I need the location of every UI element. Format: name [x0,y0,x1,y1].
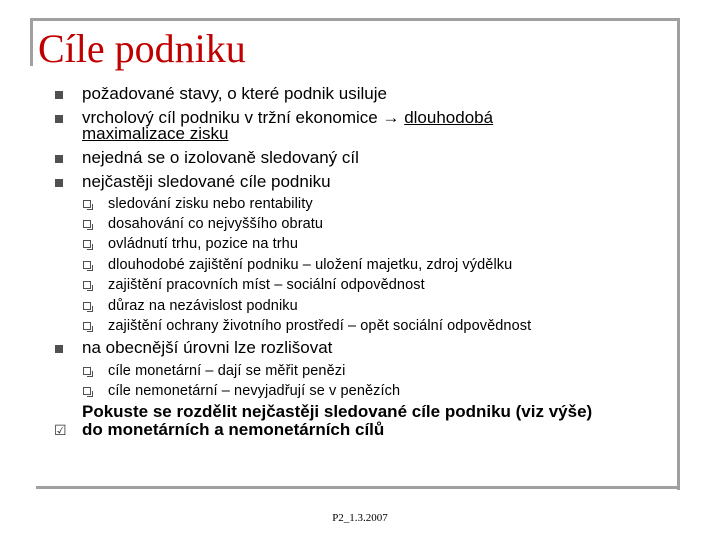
slide-frame-left [30,18,33,66]
checkbox-checked-icon: ☑ [54,422,67,438]
bullet-most-common-goals: nejčastěji sledované cíle podniku [82,172,331,191]
hollow-square-bullet-icon [83,281,91,289]
bullet-desired-states: požadované stavy, o které podnik usiluje [82,84,387,103]
hollow-square-bullet-icon [83,240,91,248]
goal-type-item: cíle nemonetární – nevyjadřují se v penězích [108,383,401,399]
goal-item: sledování zisku nebo rentability [108,196,313,212]
square-bullet-icon [55,115,63,123]
slide-frame-top [30,18,680,21]
hollow-square-bullet-icon [83,261,91,269]
footer-divider [36,486,680,489]
slide-frame-right [677,18,680,490]
goal-item: dlouhodobé zajištění podniku – uložení majetku, zdroj výdělku [108,257,513,273]
goal-item: dosahování co nejvyššího obratu [108,216,324,232]
bullet-top-goal-continued: maximalizace zisku [82,124,229,143]
slide-title: Cíle podniku [38,26,246,71]
hollow-square-bullet-icon [83,387,91,395]
footer-label: P2_1.3.2007 [332,512,388,524]
square-bullet-icon [55,155,63,163]
bullet-not-isolated: nejedná se o izolovaně sledovaný cíl [82,148,359,167]
bullet-top-goal: vrcholový cíl podniku v tržní ekonomice → dlouhodobá [82,108,494,127]
goal-item: ovládnutí trhu, pozice na trhu [108,236,299,252]
hollow-square-bullet-icon [83,302,91,310]
goal-item: důraz na nezávislost podniku [108,298,298,314]
bullet-general-level: na obecnější úrovni lze rozlišovat [82,338,333,357]
goal-item: zajištění pracovních míst – sociální odpovědnost [108,277,425,293]
task-line: Pokuste se rozdělit nejčastěji sledované cíle podniku (viz výše) [82,402,593,421]
square-bullet-icon [55,91,63,99]
hollow-square-bullet-icon [83,200,91,208]
hollow-square-bullet-icon [83,367,91,375]
square-bullet-icon [55,179,63,187]
hollow-square-bullet-icon [83,322,91,330]
hollow-square-bullet-icon [83,220,91,228]
square-bullet-icon [55,345,63,353]
goal-item: zajištění ochrany životního prostředí – opět sociální odpovědnost [108,318,532,334]
goal-type-item: cíle monetární – dají se měřit penězi [108,363,346,379]
task-line-continued: do monetárních a nemonetárních cílů [82,420,385,439]
